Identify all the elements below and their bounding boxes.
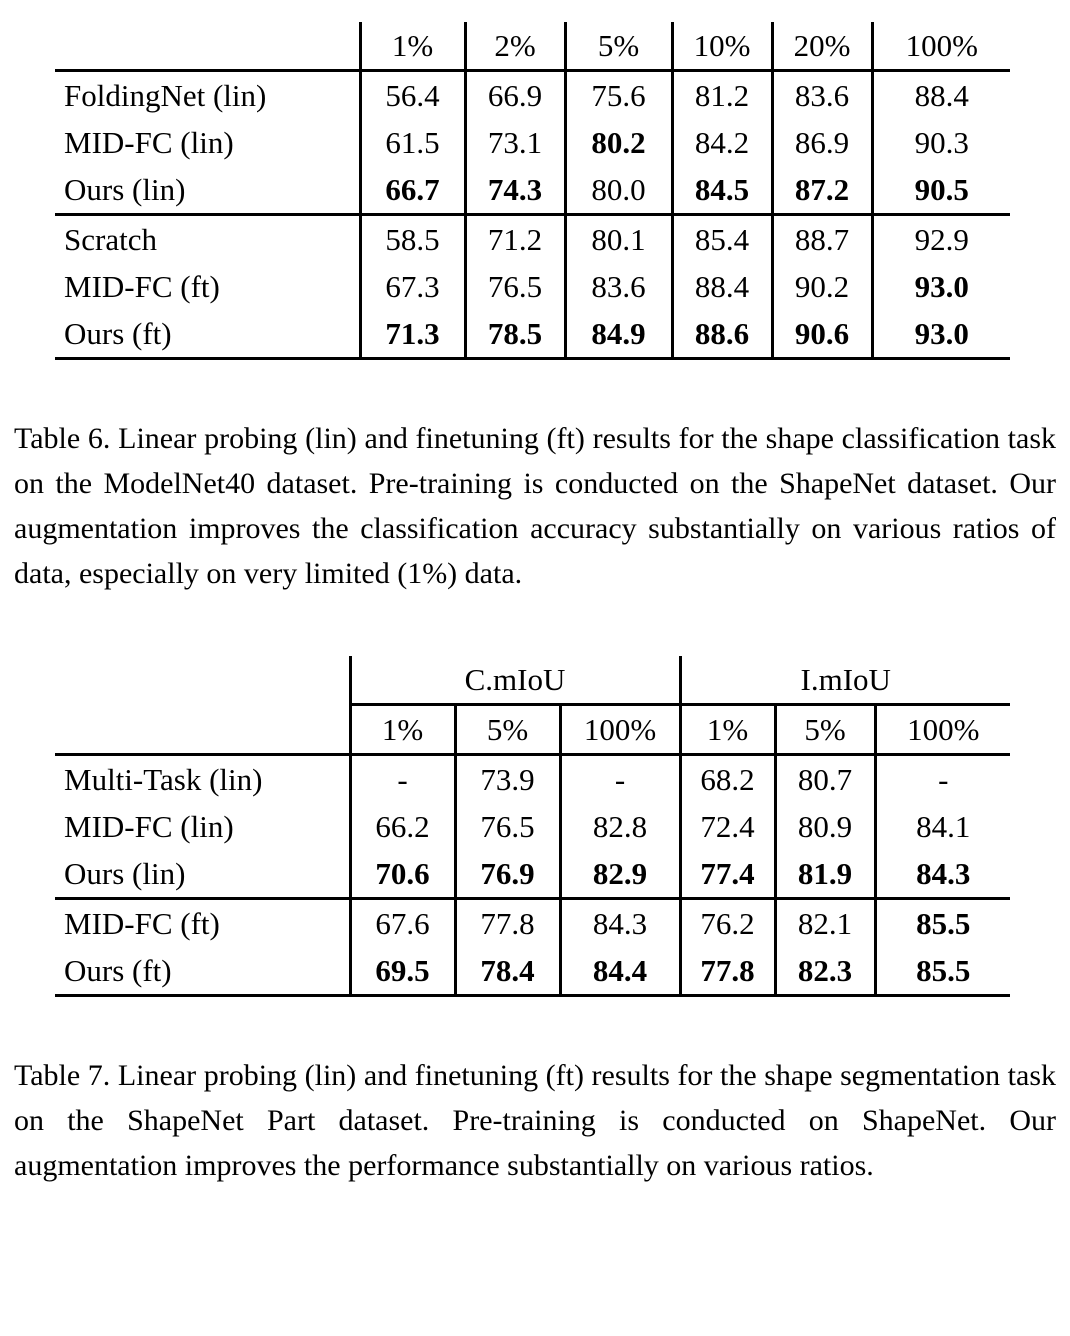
table-cell: 80.7	[775, 755, 875, 804]
table7-group-header-row	[55, 656, 1010, 705]
row-label: MID-FC (lin)	[64, 809, 234, 844]
table-cell: 58.5	[360, 215, 465, 264]
table-cell: 81.2	[672, 71, 772, 120]
table-cell: 87.2	[772, 166, 872, 215]
table7-header-row	[55, 705, 1010, 755]
table-cell: 92.9	[872, 215, 1010, 264]
table-cell: 90.2	[772, 263, 872, 310]
table-row	[55, 166, 1010, 215]
table-cell: 76.5	[455, 803, 560, 850]
row-label: MID-FC (ft)	[64, 269, 220, 304]
table-cell: -	[350, 755, 455, 804]
table-cell: 88.7	[772, 215, 872, 264]
table6-caption: Table 6. Linear probing (lin) and finetuning (ft) results for the shape classification task on the ModelNet40 dataset. Pre-training is conducted on the ShapeNet dataset. Our augmentation improves the classification accuracy substantially on various ratios of data, especially on very limited (1%) data.	[14, 422, 1056, 590]
row-label: Ours (lin)	[55, 166, 360, 215]
col-header: 5%	[455, 705, 560, 755]
table-cell: 73.1	[465, 119, 565, 166]
table-cell: 83.6	[772, 71, 872, 120]
header-spacer	[55, 22, 360, 71]
table-row	[55, 803, 1010, 850]
table-cell: 69.5	[350, 947, 455, 996]
table-cell: 84.4	[560, 947, 680, 996]
row-label: Ours (lin)	[55, 850, 350, 899]
row-label: Ours (ft)	[55, 947, 350, 996]
table-cell: 67.3	[360, 263, 465, 310]
table-cell: 71.3	[360, 310, 465, 359]
table-cell: 78.4	[455, 947, 560, 996]
table-cell: 74.3	[465, 166, 565, 215]
table-cell: 80.9	[775, 803, 875, 850]
table-cell: 72.4	[680, 803, 775, 850]
table6-header-row	[55, 22, 1010, 71]
table-row	[55, 71, 1010, 120]
table-cell: 90.5	[872, 166, 1010, 215]
table-cell: 85.5	[875, 899, 1010, 948]
table-cell: 81.9	[775, 850, 875, 899]
table-cell: 66.2	[350, 803, 455, 850]
table-cell: 82.8	[560, 803, 680, 850]
col-header: 5%	[775, 705, 875, 755]
row-label: Ours (ft)	[55, 310, 360, 359]
table-row	[55, 899, 1010, 948]
col-header: 10%	[672, 22, 772, 71]
table-cell: 75.6	[565, 71, 672, 120]
table-cell: 84.1	[875, 803, 1010, 850]
table-cell: 67.6	[350, 899, 455, 948]
table7-caption: Table 7. Linear probing (lin) and finetuning (ft) results for the shape segmentation task on the ShapeNet Part dataset. Pre-training is conducted on ShapeNet. Our augmentation improves the performance substantially on various ratios.	[14, 1059, 1056, 1182]
header-spacer	[55, 656, 350, 705]
row-label: MID-FC (lin)	[64, 125, 234, 160]
row-label: Multi-Task (lin)	[64, 762, 263, 797]
col-header: 100%	[875, 705, 1010, 755]
table-row	[55, 850, 1010, 899]
table-cell: 76.2	[680, 899, 775, 948]
col-header: 1%	[360, 22, 465, 71]
table-cell: 82.1	[775, 899, 875, 948]
col-header: 100%	[872, 22, 1010, 71]
table-cell: 66.7	[360, 166, 465, 215]
table-cell: 61.5	[360, 119, 465, 166]
table-cell: 88.4	[672, 263, 772, 310]
group-header: I.mIoU	[680, 656, 1010, 705]
table-cell: 83.6	[565, 263, 672, 310]
table-cell: 76.9	[455, 850, 560, 899]
col-header: 1%	[680, 705, 775, 755]
col-header: 1%	[350, 705, 455, 755]
table-row	[55, 755, 1010, 804]
table-cell: 84.9	[565, 310, 672, 359]
table-cell: 84.3	[875, 850, 1010, 899]
table-cell: 88.6	[672, 310, 772, 359]
table-cell: 77.8	[455, 899, 560, 948]
results-table-7	[55, 656, 1010, 997]
table-cell: -	[875, 755, 1010, 804]
table-row	[55, 119, 1010, 166]
col-header: 5%	[565, 22, 672, 71]
table-cell: 86.9	[772, 119, 872, 166]
table-cell: 85.5	[875, 947, 1010, 996]
col-header: 2%	[465, 22, 565, 71]
table-row	[55, 947, 1010, 996]
table-cell: 80.0	[565, 166, 672, 215]
table-cell: 77.4	[680, 850, 775, 899]
table-cell: 66.9	[465, 71, 565, 120]
table-cell: 78.5	[465, 310, 565, 359]
group-header: C.mIoU	[350, 656, 680, 705]
table-cell: 71.2	[465, 215, 565, 264]
table-cell: 82.9	[560, 850, 680, 899]
col-header: 20%	[772, 22, 872, 71]
row-label: FoldingNet (lin)	[64, 78, 267, 113]
table-row	[55, 310, 1010, 359]
table-cell: 76.5	[465, 263, 565, 310]
row-label: Scratch	[64, 222, 157, 257]
table-cell: 90.3	[872, 119, 1010, 166]
table-cell: 88.4	[872, 71, 1010, 120]
table-cell: -	[560, 755, 680, 804]
col-header: 100%	[560, 705, 680, 755]
table-cell: 93.0	[872, 263, 1010, 310]
table-cell: 93.0	[872, 310, 1010, 359]
table-cell: 80.1	[565, 215, 672, 264]
table-cell: 70.6	[350, 850, 455, 899]
table-row	[55, 215, 1010, 264]
table-cell: 84.2	[672, 119, 772, 166]
table-cell: 90.6	[772, 310, 872, 359]
table-cell: 77.8	[680, 947, 775, 996]
header-spacer	[55, 705, 350, 755]
table-cell: 85.4	[672, 215, 772, 264]
results-table-6	[55, 22, 1010, 360]
table-cell: 82.3	[775, 947, 875, 996]
table-cell: 84.3	[560, 899, 680, 948]
row-label: MID-FC (ft)	[64, 906, 220, 941]
table-row	[55, 263, 1010, 310]
table-cell: 68.2	[680, 755, 775, 804]
table-cell: 56.4	[360, 71, 465, 120]
table-cell: 84.5	[672, 166, 772, 215]
table-cell: 73.9	[455, 755, 560, 804]
table-cell: 80.2	[565, 119, 672, 166]
